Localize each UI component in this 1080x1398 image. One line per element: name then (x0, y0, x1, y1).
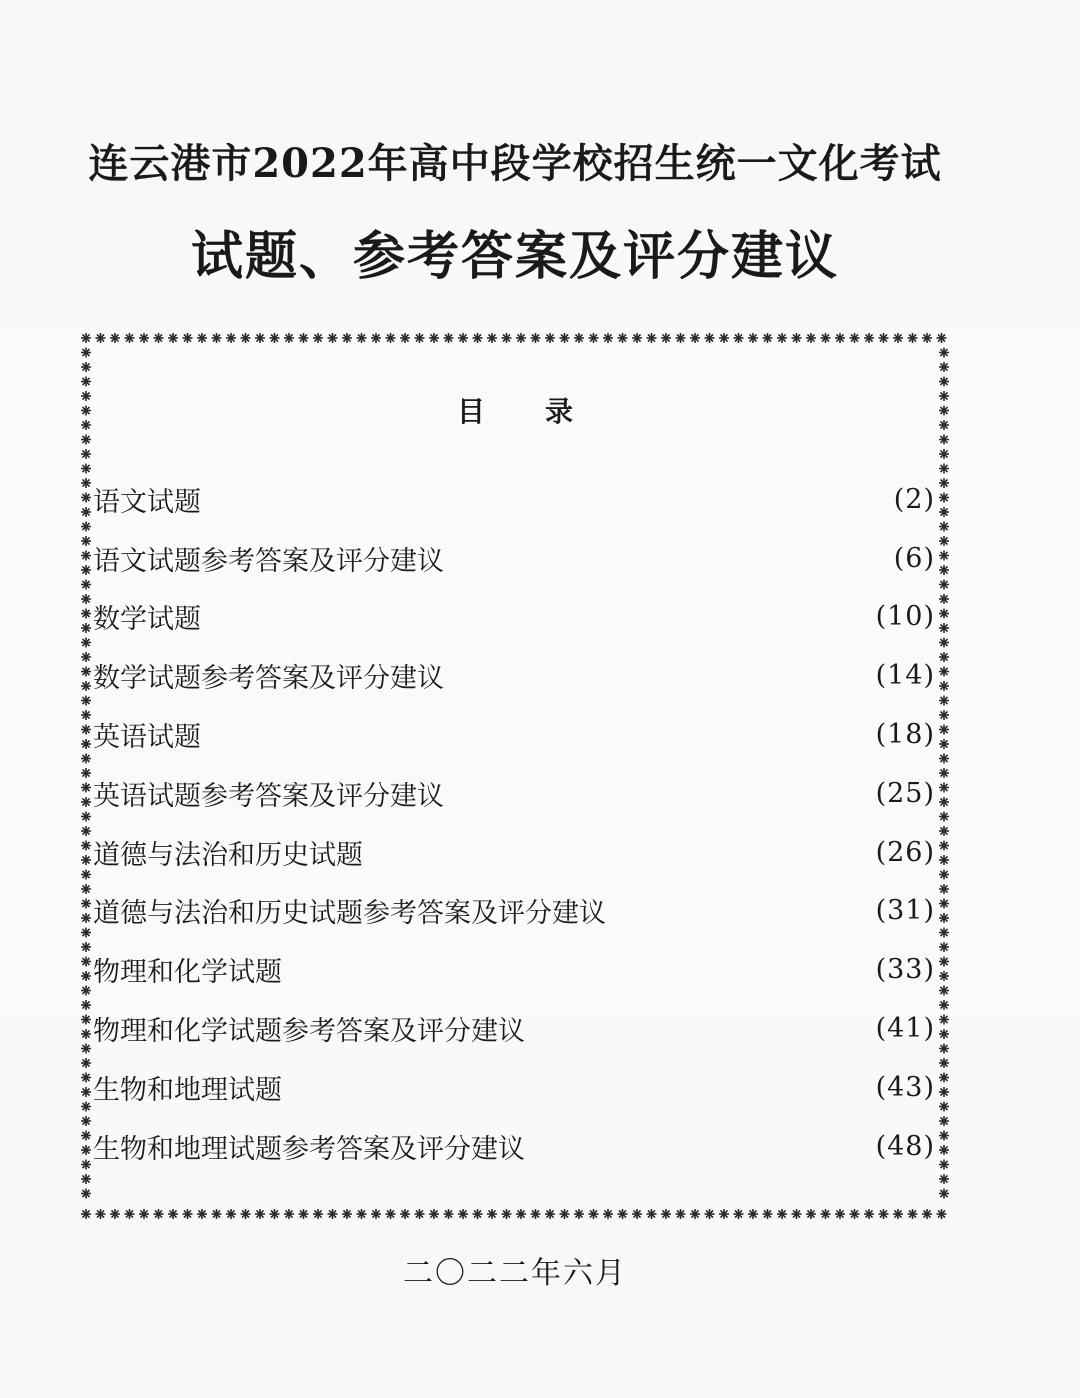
document-title-line2: 试题、参考答案及评分建议 (190, 226, 839, 287)
toc-item-label: 数学试题 (93, 604, 201, 636)
toc-item (93, 588, 935, 647)
table-of-contents (93, 470, 935, 1176)
toc-item-label: 语文试题 (93, 486, 201, 518)
toc-item-label: 物理和化学试题 (93, 957, 282, 989)
toc-item-page: (48) (875, 1130, 935, 1162)
document-title-line1: 连云港市2022年高中段学校招生统一文化考试 (88, 140, 942, 187)
toc-item (93, 1117, 935, 1176)
toc-item-page: (14) (875, 660, 935, 692)
toc-item (93, 1058, 935, 1117)
toc-item-label: 数学试题参考答案及评分建议 (93, 663, 444, 695)
toc-item-page: (31) (875, 895, 935, 927)
toc-item-label: 生物和地理试题 (93, 1074, 282, 1106)
publication-date: 二〇二二年六月 (403, 1256, 627, 1291)
toc-item-label: 语文试题参考答案及评分建议 (93, 545, 444, 577)
toc-item-page: (33) (875, 954, 935, 986)
toc-item (93, 470, 935, 529)
toc-item (93, 705, 935, 764)
toc-item-label: 生物和地理试题参考答案及评分建议 (93, 1133, 525, 1165)
toc-item-label: 物理和化学试题参考答案及评分建议 (93, 1016, 525, 1048)
toc-item-label: 英语试题 (93, 722, 201, 754)
toc-item-label: 道德与法治和历史试题参考答案及评分建议 (93, 898, 606, 930)
toc-item (93, 823, 935, 882)
toc-item-page: (10) (875, 601, 935, 633)
toc-item (93, 999, 935, 1058)
toc-item-page: (41) (875, 1013, 935, 1045)
toc-item (93, 646, 935, 705)
toc-item-label: 英语试题参考答案及评分建议 (93, 780, 444, 812)
toc-heading: 目录 (456, 395, 633, 428)
toc-item-page: (43) (875, 1071, 935, 1103)
toc-item-page: (18) (875, 719, 935, 751)
toc-item-page: (25) (875, 777, 935, 809)
toc-item-page: (6) (893, 542, 935, 574)
toc-item (93, 764, 935, 823)
toc-item (93, 529, 935, 588)
toc-item-page: (26) (875, 836, 935, 868)
toc-item-label: 道德与法治和历史试题 (93, 839, 363, 871)
toc-item (93, 940, 935, 999)
toc-item-page: (2) (893, 483, 935, 515)
toc-item (93, 882, 935, 941)
